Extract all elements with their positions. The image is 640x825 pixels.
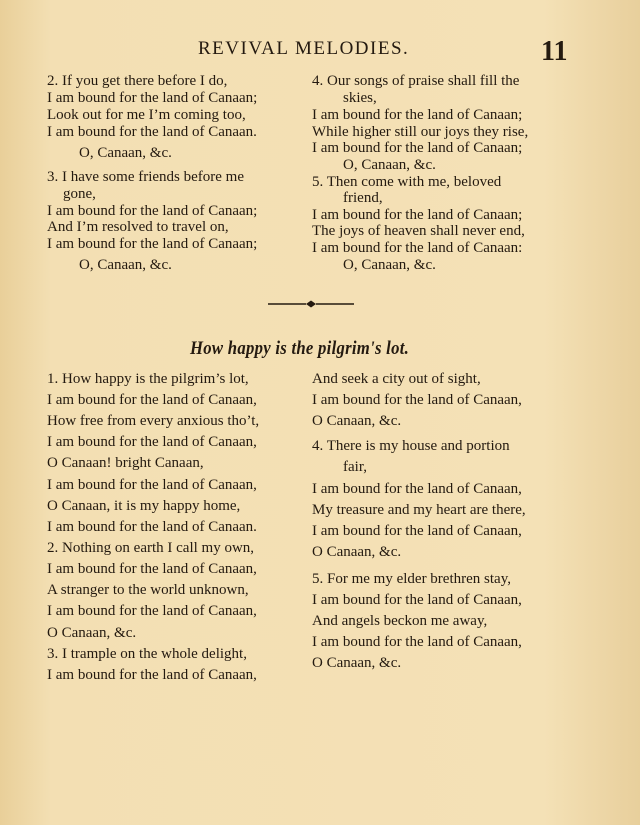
- verse-line: skies,: [343, 90, 377, 106]
- running-title: REVIVAL MELODIES.: [198, 38, 410, 59]
- chorus-line: O, Canaan, &c.: [79, 145, 172, 161]
- page-number: 11: [541, 36, 568, 67]
- verse-line: I am bound for the land of Canaan;: [312, 207, 523, 223]
- verse-line: I am bound for the land of Canaan,: [312, 592, 522, 608]
- verse-line: 4. Our songs of praise shall fill the: [312, 73, 520, 89]
- verse-line: I am bound for the land of Canaan,: [47, 392, 257, 408]
- verse-line: O Canaan! bright Canaan,: [47, 455, 204, 471]
- verse-line: And seek a city out of sight,: [312, 371, 481, 387]
- verse-line: friend,: [343, 190, 383, 206]
- verse-line: And angels beckon me away,: [312, 613, 488, 629]
- verse-line: fair,: [343, 459, 367, 475]
- verse-line: 4. There is my house and portion: [312, 438, 510, 454]
- verse-line: 1. How happy is the pilgrim’s lot,: [47, 371, 249, 387]
- verse-line: While higher still our joys they rise,: [312, 124, 529, 140]
- verse-line: My treasure and my heart are there,: [312, 502, 526, 518]
- verse-line: O Canaan, it is my happy home,: [47, 498, 241, 514]
- verse-line: I am bound for the land of Canaan,: [47, 477, 257, 493]
- verse-line: O Canaan, &c.: [312, 413, 402, 429]
- verse-line: 2. Nothing on earth I call my own,: [47, 540, 255, 556]
- chorus-line: O, Canaan, &c.: [343, 257, 436, 273]
- chorus-line: O, Canaan, &c.: [79, 257, 172, 273]
- hymn-title: How happy is the pilgrim's lot.: [190, 338, 410, 359]
- ornament-divider: [268, 298, 354, 310]
- verse-line: A stranger to the world unknown,: [47, 582, 249, 598]
- verse-line: I am bound for the land of Canaan,: [47, 603, 257, 619]
- verse-line: I am bound for the land of Canaan:: [312, 240, 523, 256]
- verse-line: O Canaan, &c.: [47, 625, 137, 641]
- verse-line: 2. If you get there before I do,: [47, 73, 228, 89]
- verse-line: How free from every anxious tho’t,: [47, 413, 260, 429]
- verse-line: O Canaan, &c.: [312, 655, 402, 671]
- verse-line: Look out for me I’m coming too,: [47, 107, 246, 123]
- verse-line: 3. I trample on the whole delight,: [47, 646, 247, 662]
- verse-line: I am bound for the land of Canaan,: [312, 634, 522, 650]
- verse-line: I am bound for the land of Canaan;: [312, 107, 523, 123]
- verse-line: 3. I have some friends before me: [47, 169, 245, 185]
- verse-line: I am bound for the land of Canaan,: [312, 523, 522, 539]
- chorus-line: O, Canaan, &c.: [343, 157, 436, 173]
- verse-line: I am bound for the land of Canaan.: [47, 124, 257, 140]
- verse-line: O Canaan, &c.: [312, 544, 402, 560]
- verse-line: 5. For me my elder brethren stay,: [312, 571, 511, 587]
- verse-line: I am bound for the land of Canaan,: [312, 392, 522, 408]
- verse-line: I am bound for the land of Canaan,: [312, 481, 522, 497]
- verse-line: I am bound for the land of Canaan,: [47, 561, 257, 577]
- verse-line: 5. Then come with me, beloved: [312, 174, 502, 190]
- verse-line: I am bound for the land of Canaan;: [47, 203, 258, 219]
- verse-line: gone,: [63, 186, 96, 202]
- verse-line: And I’m resolved to travel on,: [47, 219, 229, 235]
- verse-line: I am bound for the land of Canaan;: [47, 90, 258, 106]
- verse-line: The joys of heaven shall never end,: [312, 223, 525, 239]
- verse-line: I am bound for the land of Canaan;: [312, 140, 523, 156]
- verse-line: I am bound for the land of Canaan.: [47, 519, 257, 535]
- verse-line: I am bound for the land of Canaan,: [47, 667, 257, 683]
- verse-line: I am bound for the land of Canaan;: [47, 236, 258, 252]
- verse-line: I am bound for the land of Canaan,: [47, 434, 257, 450]
